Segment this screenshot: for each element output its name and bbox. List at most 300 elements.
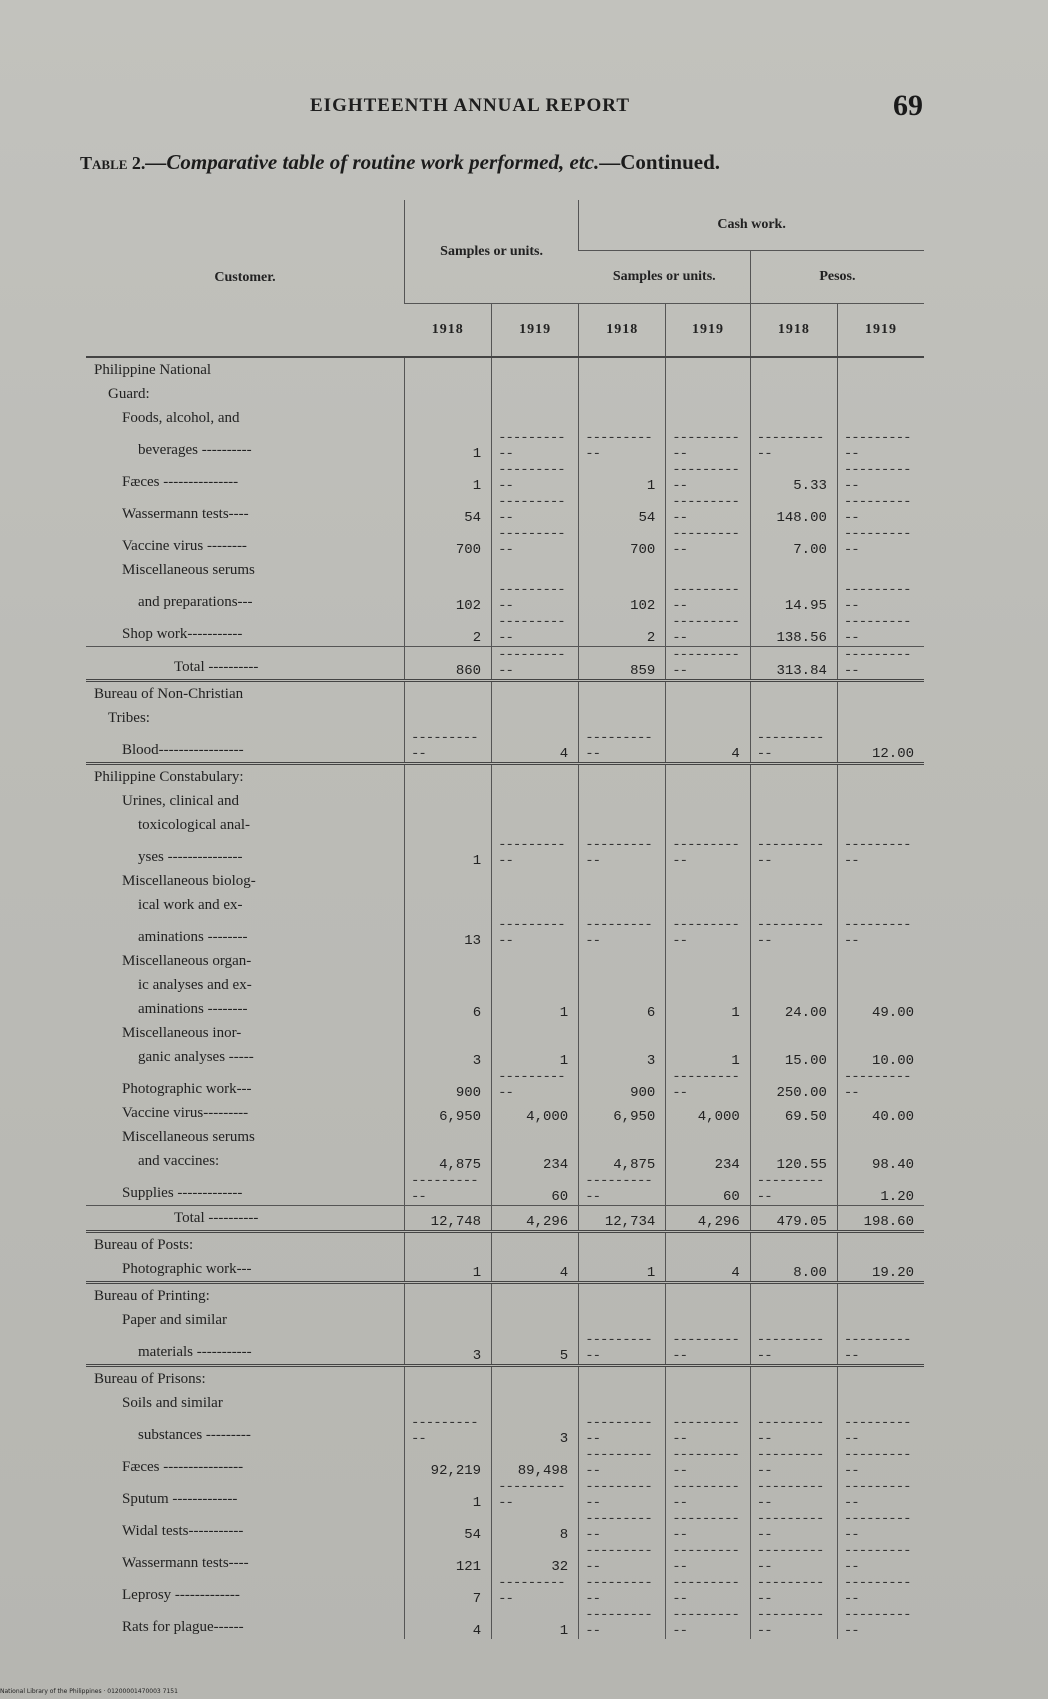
empty-cell (837, 357, 924, 382)
row-label: Soils and similar (122, 1395, 223, 1411)
dash-cell: ----------- (666, 494, 751, 526)
table-row (86, 973, 924, 997)
value-cell: 54 (405, 1511, 492, 1543)
empty-cell (492, 1021, 579, 1045)
value-cell: 32 (492, 1543, 579, 1575)
empty-cell (492, 706, 579, 730)
value-cell: 860 (405, 647, 492, 681)
table-row (86, 494, 924, 526)
empty-cell (750, 1232, 837, 1258)
empty-cell (492, 813, 579, 837)
value-cell: 1 (492, 997, 579, 1021)
row-label: Photographic work--- (122, 1081, 252, 1097)
empty-cell (837, 1021, 924, 1045)
value-cell: 3 (579, 1045, 666, 1069)
empty-cell (579, 681, 666, 707)
dash-cell: ----------- (666, 1511, 751, 1543)
caption-suffix: —Continued. (599, 150, 720, 174)
row-label: Fæces --------------- (122, 474, 239, 490)
dash-cell: ----------- (666, 614, 751, 647)
value-cell: 4,296 (492, 1206, 579, 1232)
dash-cell: ----------- (666, 837, 751, 869)
value-cell: 98.40 (837, 1149, 924, 1173)
empty-cell (837, 764, 924, 790)
empty-cell (405, 949, 492, 973)
empty-cell (750, 681, 837, 707)
empty-cell (837, 681, 924, 707)
value-cell: 4,000 (492, 1101, 579, 1125)
row-label: Philippine National (94, 362, 212, 378)
dash-cell: ----------- (750, 837, 837, 869)
row-label: and vaccines: (138, 1153, 220, 1169)
table-row (86, 837, 924, 869)
value-cell: 4,875 (405, 1149, 492, 1173)
table-row (86, 789, 924, 813)
value-cell: 12,734 (579, 1206, 666, 1232)
value-cell: 138.56 (750, 614, 837, 647)
value-cell: 54 (405, 494, 492, 526)
value-cell: 4 (666, 730, 751, 764)
empty-cell (666, 869, 751, 893)
value-cell: 120.55 (750, 1149, 837, 1173)
table-row (86, 1511, 924, 1543)
value-cell: 148.00 (750, 494, 837, 526)
page-header (0, 89, 1048, 125)
value-cell: 69.50 (750, 1101, 837, 1125)
table-row (86, 869, 924, 893)
table-row (86, 1447, 924, 1479)
dash-cell: ----------- (666, 1447, 751, 1479)
row-label: Sputum ------------- (122, 1491, 238, 1507)
dash-cell: ----------- (750, 1173, 837, 1206)
caption-label: Table 2. (80, 153, 146, 173)
dash-cell: ----------- (492, 1479, 579, 1511)
dash-cell: ----------- (837, 1511, 924, 1543)
value-cell: 700 (579, 526, 666, 558)
empty-cell (666, 706, 751, 730)
value-cell: 102 (579, 582, 666, 614)
empty-cell (579, 1021, 666, 1045)
empty-cell (405, 681, 492, 707)
table-row (86, 997, 924, 1021)
dash-cell: ----------- (492, 430, 579, 462)
table-row (86, 1607, 924, 1639)
value-cell: 859 (579, 647, 666, 681)
value-cell: 900 (579, 1069, 666, 1101)
header-year: 1918 (579, 304, 666, 358)
dash-cell: ----------- (492, 582, 579, 614)
row-label: aminations -------- (138, 1001, 248, 1017)
empty-cell (405, 789, 492, 813)
empty-cell (492, 1391, 579, 1415)
empty-cell (750, 893, 837, 917)
dash-cell: ----------- (750, 1447, 837, 1479)
empty-cell (579, 789, 666, 813)
value-cell: 3 (405, 1332, 492, 1366)
value-cell: 24.00 (750, 997, 837, 1021)
empty-cell (492, 764, 579, 790)
header-year: 1918 (405, 304, 492, 358)
row-label: Supplies ------------- (122, 1185, 243, 1201)
value-cell: 4 (492, 1257, 579, 1283)
dash-cell: ----------- (492, 837, 579, 869)
row-label: Shop work----------- (122, 626, 243, 642)
row-label: aminations -------- (138, 929, 248, 945)
table-row (86, 582, 924, 614)
table-row (86, 1332, 924, 1366)
row-label: and preparations--- (138, 594, 253, 610)
empty-cell (750, 1283, 837, 1309)
dash-cell: ----------- (750, 1575, 837, 1607)
dash-cell: ----------- (492, 1069, 579, 1101)
table-row (86, 1125, 924, 1149)
dash-cell: ----------- (579, 1415, 666, 1447)
row-label: substances --------- (138, 1427, 251, 1443)
row-label: beverages ---------- (138, 442, 252, 458)
empty-cell (750, 1391, 837, 1415)
table-row (86, 1206, 924, 1232)
empty-cell (750, 1021, 837, 1045)
empty-cell (837, 1391, 924, 1415)
caption-title: —Comparative table of routine work performed, etc. (145, 150, 600, 174)
empty-cell (492, 789, 579, 813)
row-label: Miscellaneous serums (122, 1129, 255, 1145)
empty-cell (666, 764, 751, 790)
row-label: Bureau of Prisons: (86, 1366, 405, 1392)
empty-cell (666, 813, 751, 837)
dash-cell: ----------- (666, 1607, 751, 1639)
empty-cell (666, 681, 751, 707)
table-row (86, 706, 924, 730)
row-label: Urines, clinical and (122, 793, 240, 809)
empty-cell (837, 949, 924, 973)
empty-cell (492, 406, 579, 430)
dash-cell: ----------- (837, 1607, 924, 1639)
empty-cell (837, 1308, 924, 1332)
empty-cell (579, 1308, 666, 1332)
table-row (86, 1257, 924, 1283)
value-cell: 12,748 (405, 1206, 492, 1232)
dash-cell: ----------- (492, 1575, 579, 1607)
value-cell: 92,219 (405, 1447, 492, 1479)
value-cell: 3 (405, 1045, 492, 1069)
empty-cell (837, 1366, 924, 1392)
value-cell: 4,875 (579, 1149, 666, 1173)
row-label: Miscellaneous biolog- (122, 873, 256, 889)
row-label: Rats for plague------ (122, 1619, 244, 1635)
dash-cell: ----------- (405, 1415, 492, 1447)
row-label: Bureau of Posts: (86, 1232, 405, 1258)
dash-cell: ----------- (666, 462, 751, 494)
row-label: Miscellaneous organ- (122, 953, 252, 969)
row-label: Paper and similar (122, 1312, 227, 1328)
value-cell: 49.00 (837, 997, 924, 1021)
table-row (86, 1391, 924, 1415)
empty-cell (405, 893, 492, 917)
value-cell: 4 (666, 1257, 751, 1283)
value-cell: 8.00 (750, 1257, 837, 1283)
header-year: 1918 (750, 304, 837, 358)
empty-cell (837, 813, 924, 837)
table-row (86, 1045, 924, 1069)
row-label: Guard: (108, 386, 150, 402)
row-label: ical work and ex- (138, 897, 243, 913)
dash-cell: ----------- (579, 1543, 666, 1575)
empty-cell (837, 1125, 924, 1149)
empty-cell (492, 1308, 579, 1332)
empty-cell (666, 1232, 751, 1258)
table-row (86, 1149, 924, 1173)
table-row (86, 614, 924, 647)
empty-cell (579, 1232, 666, 1258)
row-label: materials ----------- (138, 1344, 252, 1360)
header-samples: Samples or units. (405, 200, 579, 304)
empty-cell (750, 1366, 837, 1392)
empty-cell (405, 813, 492, 837)
row-label: Vaccine virus--------- (122, 1105, 249, 1121)
table-row (86, 526, 924, 558)
dash-cell: ----------- (579, 1332, 666, 1366)
dash-cell: ----------- (405, 730, 492, 764)
empty-cell (579, 357, 666, 382)
dash-cell: ----------- (666, 1543, 751, 1575)
empty-cell (405, 1308, 492, 1332)
value-cell: 4,000 (666, 1101, 751, 1125)
dash-cell: ----------- (837, 494, 924, 526)
dash-cell: ----------- (837, 1332, 924, 1366)
dash-cell: ----------- (579, 1511, 666, 1543)
empty-cell (750, 382, 837, 406)
empty-cell (666, 1391, 751, 1415)
dash-cell: ----------- (492, 462, 579, 494)
empty-cell (492, 681, 579, 707)
value-cell: 1 (405, 1257, 492, 1283)
header-cash-work: Cash work. (579, 200, 924, 251)
empty-cell (750, 869, 837, 893)
empty-cell (405, 973, 492, 997)
header-customer: Customer. (86, 200, 405, 357)
row-label: Wassermann tests---- (122, 1555, 249, 1571)
dash-cell: ----------- (750, 1332, 837, 1366)
empty-cell (837, 558, 924, 582)
value-cell: 313.84 (750, 647, 837, 681)
value-cell: 198.60 (837, 1206, 924, 1232)
table-row (86, 357, 924, 382)
dash-cell: ----------- (405, 1173, 492, 1206)
value-cell: 1 (405, 837, 492, 869)
empty-cell (492, 973, 579, 997)
row-label: Widal tests----------- (122, 1523, 244, 1539)
dash-cell: ----------- (750, 917, 837, 949)
value-cell: 1 (666, 1045, 751, 1069)
value-cell: 4 (405, 1607, 492, 1639)
value-cell: 1 (405, 462, 492, 494)
table-row (86, 764, 924, 790)
empty-cell (666, 1366, 751, 1392)
empty-cell (666, 893, 751, 917)
value-cell: 60 (492, 1173, 579, 1206)
row-label: Foods, alcohol, and (122, 410, 240, 426)
empty-cell (492, 558, 579, 582)
empty-cell (579, 893, 666, 917)
row-label: yses --------------- (138, 849, 243, 865)
empty-cell (492, 1283, 579, 1309)
dash-cell: ----------- (579, 730, 666, 764)
value-cell: 1 (492, 1045, 579, 1069)
empty-cell (579, 764, 666, 790)
empty-cell (666, 406, 751, 430)
row-label: ganic analyses ----- (138, 1049, 254, 1065)
value-cell: 60 (666, 1173, 751, 1206)
empty-cell (405, 706, 492, 730)
empty-cell (405, 357, 492, 382)
empty-cell (666, 949, 751, 973)
row-label: Wassermann tests---- (122, 506, 249, 522)
value-cell: 234 (492, 1149, 579, 1173)
value-cell: 8 (492, 1511, 579, 1543)
page-number: 69 (893, 89, 923, 122)
dash-cell: ----------- (750, 1543, 837, 1575)
table-row (86, 1366, 924, 1392)
empty-cell (579, 1125, 666, 1149)
row-label: ic analyses and ex- (138, 977, 252, 993)
dash-cell: ----------- (837, 582, 924, 614)
empty-cell (666, 1308, 751, 1332)
dash-cell: ----------- (579, 917, 666, 949)
empty-cell (492, 382, 579, 406)
header-pesos: Pesos. (750, 251, 924, 304)
dash-cell: ----------- (837, 1069, 924, 1101)
dash-cell: ----------- (837, 917, 924, 949)
dash-cell: ----------- (837, 1479, 924, 1511)
empty-cell (579, 869, 666, 893)
row-label: Blood----------------- (122, 742, 244, 758)
empty-cell (405, 1283, 492, 1309)
empty-cell (492, 1125, 579, 1149)
value-cell: 6,950 (405, 1101, 492, 1125)
value-cell: 1 (579, 1257, 666, 1283)
empty-cell (579, 1366, 666, 1392)
empty-cell (666, 1021, 751, 1045)
dash-cell: ----------- (837, 462, 924, 494)
empty-cell (837, 973, 924, 997)
empty-cell (750, 706, 837, 730)
table-row (86, 558, 924, 582)
value-cell: 13 (405, 917, 492, 949)
dash-cell: ----------- (492, 647, 579, 681)
table-row (86, 1575, 924, 1607)
table-caption (80, 150, 980, 175)
empty-cell (405, 1366, 492, 1392)
empty-cell (405, 382, 492, 406)
dash-cell: ----------- (666, 582, 751, 614)
dash-cell: ----------- (837, 647, 924, 681)
row-label: Miscellaneous serums (122, 562, 255, 578)
dash-cell: ----------- (837, 1447, 924, 1479)
empty-cell (405, 764, 492, 790)
empty-cell (579, 1391, 666, 1415)
value-cell: 900 (405, 1069, 492, 1101)
dash-cell: ----------- (837, 1575, 924, 1607)
empty-cell (750, 558, 837, 582)
dash-cell: ----------- (579, 1479, 666, 1511)
value-cell: 89,498 (492, 1447, 579, 1479)
row-label: Photographic work--- (122, 1261, 252, 1277)
empty-cell (666, 973, 751, 997)
table-row (86, 1543, 924, 1575)
dash-cell: ----------- (666, 1332, 751, 1366)
dash-cell: ----------- (492, 494, 579, 526)
empty-cell (405, 406, 492, 430)
empty-cell (750, 1125, 837, 1149)
empty-cell (837, 706, 924, 730)
empty-cell (579, 973, 666, 997)
value-cell: 2 (405, 614, 492, 647)
value-cell: 479.05 (750, 1206, 837, 1232)
value-cell: 5 (492, 1332, 579, 1366)
empty-cell (750, 789, 837, 813)
empty-cell (492, 357, 579, 382)
value-cell: 6,950 (579, 1101, 666, 1125)
dash-cell: ----------- (750, 1511, 837, 1543)
table-row (86, 949, 924, 973)
table-row (86, 1308, 924, 1332)
empty-cell (579, 1283, 666, 1309)
empty-cell (666, 558, 751, 582)
value-cell: 700 (405, 526, 492, 558)
empty-cell (837, 382, 924, 406)
value-cell: 4,296 (666, 1206, 751, 1232)
row-label: Bureau of Printing: (86, 1283, 405, 1309)
empty-cell (837, 893, 924, 917)
empty-cell (579, 382, 666, 406)
value-cell: 10.00 (837, 1045, 924, 1069)
row-label: Total ---------- (86, 1206, 405, 1232)
empty-cell (837, 406, 924, 430)
dash-cell: ----------- (837, 1543, 924, 1575)
empty-cell (666, 357, 751, 382)
dash-cell: ----------- (750, 1479, 837, 1511)
empty-cell (579, 706, 666, 730)
value-cell: 12.00 (837, 730, 924, 764)
table-row (86, 1069, 924, 1101)
empty-cell (579, 406, 666, 430)
dash-cell: ----------- (837, 1415, 924, 1447)
empty-cell (405, 1232, 492, 1258)
value-cell: 1 (405, 430, 492, 462)
empty-cell (837, 1232, 924, 1258)
empty-cell (405, 1391, 492, 1415)
empty-cell (492, 893, 579, 917)
table-body (86, 357, 924, 1639)
row-label: Bureau of Non-Christian (86, 681, 405, 707)
value-cell: 250.00 (750, 1069, 837, 1101)
table-row (86, 917, 924, 949)
table-row (86, 462, 924, 494)
value-cell: 15.00 (750, 1045, 837, 1069)
value-cell: 7 (405, 1575, 492, 1607)
routine-work-table (86, 200, 924, 1639)
empty-cell (750, 1308, 837, 1332)
header-year: 1919 (666, 304, 751, 358)
row-label: toxicological anal- (138, 817, 251, 833)
value-cell: 6 (579, 997, 666, 1021)
value-cell: 1 (405, 1479, 492, 1511)
table-row (86, 813, 924, 837)
dash-cell: ----------- (750, 1415, 837, 1447)
row-label: Vaccine virus -------- (122, 538, 247, 554)
library-stamp: National Library of the Philippines · 01200001470003 7151 (0, 1688, 178, 1695)
